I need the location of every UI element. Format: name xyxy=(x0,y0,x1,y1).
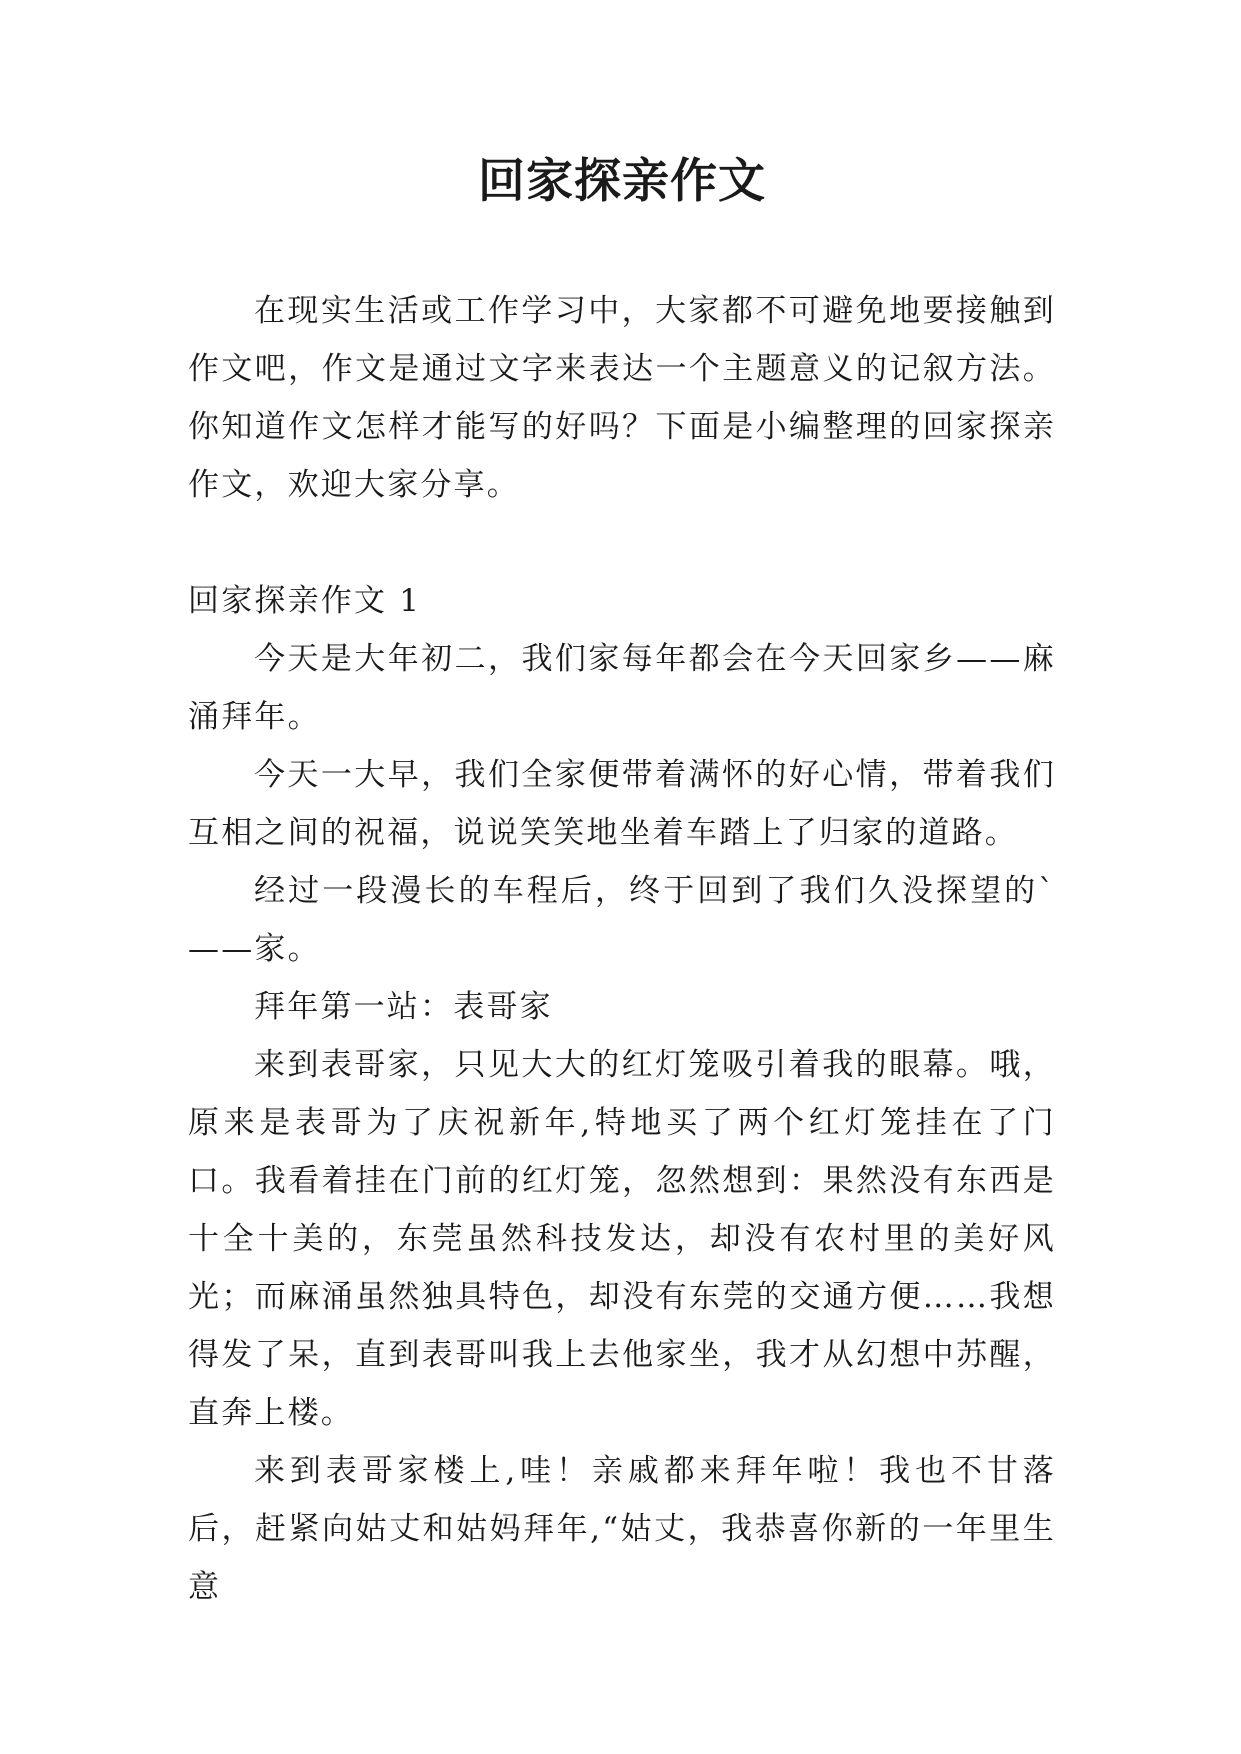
intro-paragraph: 在现实生活或工作学习中，大家都不可避免地要接触到作文吧，作文是通过文字来表达一个主题意义的记叙方法。你知道作文怎样才能写的好吗？下面是小编整理的回家探亲作文，欢迎大家分享。 xyxy=(188,293,1056,503)
body-paragraph: 来到表哥家楼上,哇！亲戚都来拜年啦！我也不甘落后，赶紧向姑丈和姑妈拜年,“姑丈，我恭喜你新的一年里生意 xyxy=(188,1453,1056,1605)
document-title: 回家探亲作文 xyxy=(478,154,766,209)
body-paragraph: 今天是大年初二，我们家每年都会在今天回家乡——麻涌拜年。 xyxy=(188,641,1056,735)
document-body xyxy=(188,282,1056,1616)
body-paragraph: 经过一段漫长的车程后，终于回到了我们久没探望的`——家。 xyxy=(188,873,1056,967)
document-page xyxy=(188,0,1056,1754)
subheading-paragraph: 拜年第一站：表哥家 xyxy=(254,989,553,1025)
body-paragraph: 今天一大早，我们全家便带着满怀的好心情，带着我们互相之间的祝福，说说笑笑地坐着车踏上了归家的道路。 xyxy=(188,757,1056,851)
body-paragraph: 来到表哥家，只见大大的红灯笼吸引着我的眼幕。哦，原来是表哥为了庆祝新年,特地买了两个红灯笼挂在了门口。我看着挂在门前的红灯笼，忽然想到：果然没有东西是十全十美的，东莞虽然科技发达，却没有农村里的美好风光；而麻涌虽然独具特色，却没有东莞的交通方便……我想得发了呆，直到表哥叫我上去他家坐，我才从幻想中苏醒，直奔上楼。 xyxy=(188,1047,1056,1431)
section-heading: 回家探亲作文 1 xyxy=(188,583,422,619)
